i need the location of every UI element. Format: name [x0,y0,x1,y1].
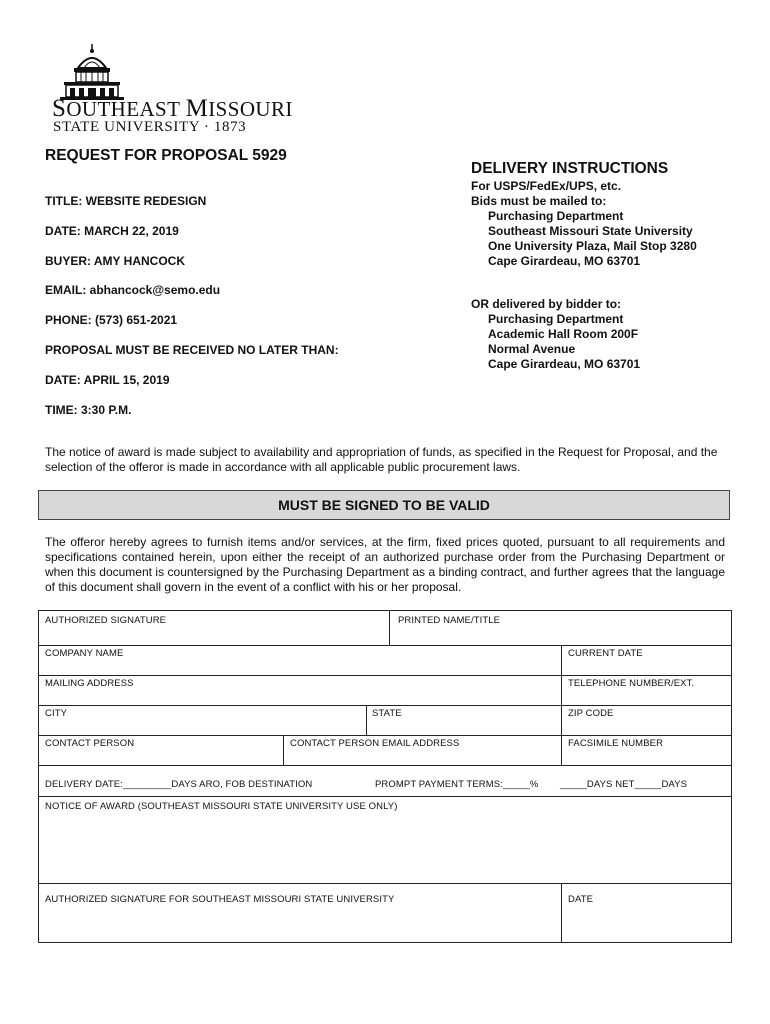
signature-form [38,610,732,943]
bidder-address-line: Purchasing Department [488,312,624,326]
award-notice-paragraph: The notice of award is made subject to availability and appropriation of funds, as specified in the Request for Proposal, and the selection of the offeror is made in accordance with all applicable public procurement laws. [45,445,718,474]
bidder-intro-line: OR delivered by bidder to: [471,297,622,311]
contact-person-field[interactable]: CONTACT PERSON [45,738,135,749]
mail-address-line: Southeast Missouri State University [488,224,693,238]
rfp-phone-line: PHONE: (573) 651-2021 [45,313,178,327]
mail-intro-line: For USPS/FedEx/UPS, etc. [471,179,622,193]
city-field[interactable]: CITY [45,708,68,719]
fax-number-field[interactable]: FACSIMILE NUMBER [568,738,664,749]
mailing-address-field[interactable]: MAILING ADDRESS [45,678,134,689]
rfp-buyer-line: BUYER: AMY HANCOCK [45,254,186,268]
payment-terms-field[interactable]: PROMPT PAYMENT TERMS:_____% [375,779,539,790]
award-date-field[interactable]: DATE [568,894,594,905]
delivery-date-field[interactable]: DELIVERY DATE:_________DAYS ARO, FOB DESTINATION [45,779,313,790]
bidder-address-line: Cape Girardeau, MO 63701 [488,357,641,371]
rfp-date-line: DATE: MARCH 22, 2019 [45,224,179,238]
zip-code-field[interactable]: ZIP CODE [568,708,614,719]
mail-address-block [471,179,697,269]
rfp-title-line: TITLE: WEBSITE REDESIGN [45,194,207,208]
rfp-email-line: EMAIL: abhancock@semo.edu [45,283,221,297]
mail-address-line: One University Plaza, Mail Stop 3280 [488,239,697,253]
offeror-agreement-paragraph: The offeror hereby agrees to furnish items and/or services, at the firm, fixed prices quoted, pursuant to all requirements and specifications contained herein, upon either the receipt of an authorized purchase order from the Purchasing Department or when this document is countersigned by the Purchasing Department as a binding contract, and further agrees that the language of this document shall govern in the event of a conflict with his or her proposal. [45,535,725,594]
page-title: REQUEST FOR PROPOSAL 5929 [45,147,287,164]
rfp-due-time-line: TIME: 3:30 P.M. [45,403,132,417]
current-date-field[interactable]: CURRENT DATE [568,648,643,659]
state-field[interactable]: STATE [372,708,402,719]
bidder-address-line: Academic Hall Room 200F [488,327,639,341]
delivery-instructions-heading: DELIVERY INSTRUCTIONS [471,160,669,177]
contact-email-field[interactable]: CONTACT PERSON EMAIL ADDRESS [290,738,460,749]
university-dome-icon [54,44,126,100]
university-signature-field[interactable]: AUTHORIZED SIGNATURE FOR SOUTHEAST MISSOURI STATE UNIVERSITY [45,894,395,905]
mail-address-line: Purchasing Department [488,209,624,223]
university-logo-subtitle: STATE UNIVERSITY · 1873 [53,119,247,135]
bidder-address-line: Normal Avenue [488,342,576,356]
bidder-address-block [471,297,640,372]
printed-name-field[interactable]: PRINTED NAME/TITLE [398,615,501,626]
rfp-deadline-line: PROPOSAL MUST BE RECEIVED NO LATER THAN: [45,343,339,357]
rfp-due-date-line: DATE: APRIL 15, 2019 [45,373,170,387]
notice-of-award-field[interactable]: NOTICE OF AWARD (SOUTHEAST MISSOURI STATE UNIVERSITY USE ONLY) [45,801,398,812]
authorized-signature-field[interactable]: AUTHORIZED SIGNATURE [45,615,167,626]
mail-intro-line: Bids must be mailed to: [471,194,607,208]
university-logo-wordmark: SOUTHEAST MISSOURI [52,95,293,122]
telephone-field[interactable]: TELEPHONE NUMBER/EXT. [568,678,695,689]
company-name-field[interactable]: COMPANY NAME [45,648,124,659]
signature-required-banner: MUST BE SIGNED TO BE VALID [38,490,730,520]
mail-address-line: Cape Girardeau, MO 63701 [488,254,641,268]
payment-days-field[interactable]: _____DAYS NET_____DAYS [560,779,688,790]
